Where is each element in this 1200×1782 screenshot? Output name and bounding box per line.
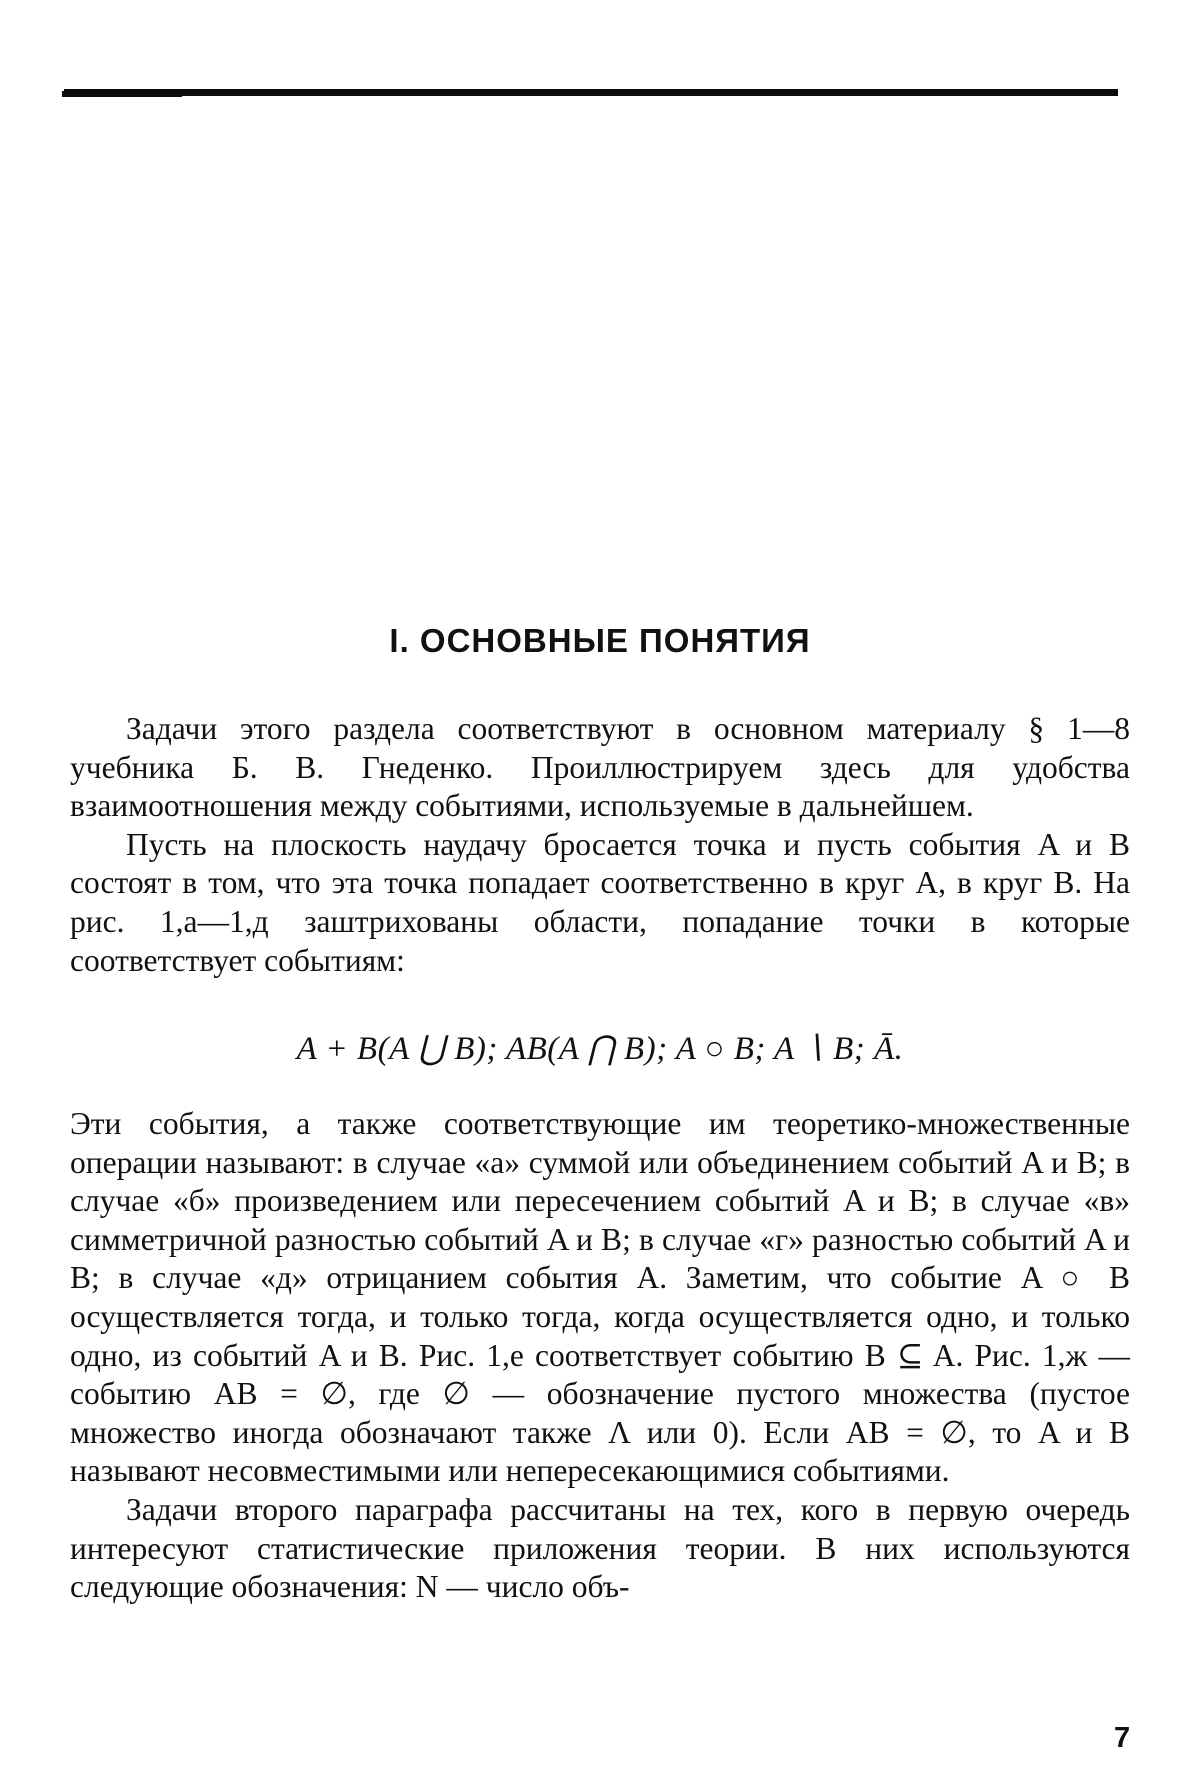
- header-rule: [64, 89, 1118, 96]
- intro-block: [70, 710, 1130, 980]
- paragraph-3: Эти события, а также соответствующие им теоретико-множественные операции называют: в случае «a» суммой или объединением событий A и B; в случае «б» произведением или пересечением событий A и B; в случае «в» симметричной разностью событий A и B; в случае «г» разностью событий A и B; в случае «д» отрицанием события A. Заметим, что событие A ○ B осуществляется тогда, и только тогда, когда осуществляется одно, и только одно, из событий A и B. Рис. 1,е соответствует событию B ⊆ A. Рис. 1,ж — событию AB = ∅, где ∅ — обозначение пустого множества (пустое множество иногда обозначают также Λ или 0). Если AB = ∅, то A и B называют несовместимыми или непересекающимися событиями.: [70, 1106, 1130, 1489]
- event-operations-formula: A + B(A ⋃ B); AB(A ⋂ B); A ○ B; A ∖ B; Ā.: [296, 1031, 904, 1067]
- paragraph-2: Пусть на плоскость наудачу бросается точка и пусть события A и B состоят в том, что эта точка попадает соответственно в круг A, в круг B. На рис. 1,a—1,д заштрихованы области, попадание точки в которые соответствует событиям:: [70, 826, 1130, 978]
- chapter-title: I. ОСНОВНЫЕ ПОНЯТИЯ: [389, 622, 811, 659]
- paragraph-4: Задачи второго параграфа рассчитаны на тех, кого в первую очередь интересуют статистические приложения теории. В них используются следующие обозначения: N — число объ-: [70, 1491, 1130, 1605]
- page-number: 7: [1114, 1722, 1131, 1754]
- main-block: [70, 1105, 1130, 1607]
- paragraph-1: Задачи этого раздела соответствуют в основном материалу § 1—8 учебника Б. В. Гнеденко. Проиллюстрируем здесь для удобства взаимоотношения между событиями, используемые в дальнейшем.: [70, 711, 1130, 824]
